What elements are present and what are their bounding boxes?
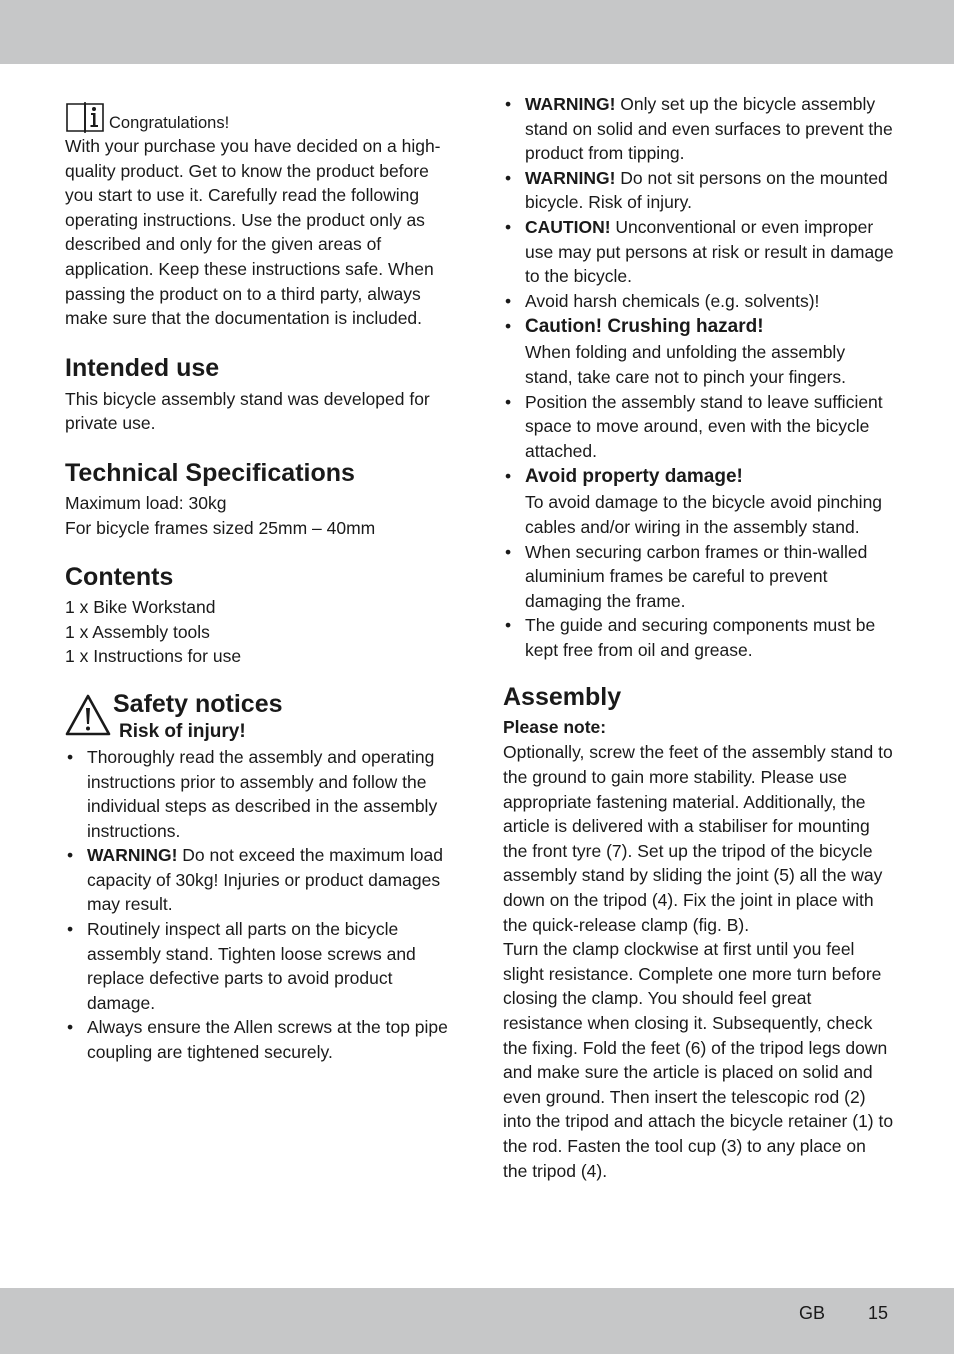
list-item: • Always ensure the Allen screws at the top pipe coupling are tightened securely. [65,1015,450,1064]
contents-line: 1 x Assembly tools [65,621,210,642]
contents-heading: Contents [65,563,174,592]
header-bar [0,0,954,64]
safety-list [65,745,450,1065]
tech-spec-line: Maximum load: 30kg [65,492,227,513]
list-item [503,463,895,490]
list-item: • CAUTION! Unconventional or even improper use may put persons at risk or result in damage to the bicycle. [503,215,895,289]
list-item: • Thoroughly read the assembly and operating instructions prior to assembly and follow the individual steps as described in the assembly instructions. [65,745,450,843]
property-damage-text: To avoid damage to the bicycle avoid pinching cables and/or wiring in the assembly stand. [525,492,883,537]
list-item [503,313,895,340]
page-number: 15 [868,1303,889,1323]
frame-care-list [503,540,895,663]
safety-heading: Safety notices [113,689,283,718]
list-item: • The guide and securing components must be kept free from oil and grease. [503,613,895,662]
list-item: • Routinely inspect all parts on the bicycle assembly stand. Tighten loose screws and replace defective parts to avoid product damage. [65,917,450,1015]
tech-spec-line: For bicycle frames sized 25mm – 40mm [65,517,376,538]
warnings-list [503,92,895,340]
list-item: • Position the assembly stand to leave sufficient space to move around, even with the bicycle attached. [503,390,895,464]
intro-title: Congratulations! [109,114,230,132]
right-column [503,92,895,1183]
book-info-icon [65,100,105,134]
crushing-hazard-text: When folding and unfolding the assembly stand, take care not to pinch your fingers. [525,342,847,387]
left-column [65,100,450,1065]
intended-use-heading: Intended use [65,353,220,382]
property-damage-title: Avoid property damage! [525,466,743,488]
footer-language: GB [799,1303,826,1323]
assembly-paragraph-1: Optionally, screw the feet of the assembly stand to the ground to gain more stability. Please use appropriate fastening material. Additionally, the article is delivered with a stabiliser for mounting the front tyre (7). Set up the tripod of the bicycle assembly stand by sliding the joint (5) all the way down on the tripod (4). Fix the joint in place with the quick-release clamp (fig. B). [503,742,893,935]
assembly-note: Please note: [503,717,607,738]
tech-spec-heading: Technical Specifications [65,458,355,487]
list-item: • WARNING! Do not exceed the maximum load capacity of 30kg! Injuries or product damages may result. [65,843,450,917]
safety-heading-row [65,689,450,745]
safety-subheading: Risk of injury! [119,720,246,742]
list-item: • When securing carbon frames or thin-walled aluminium frames be careful to prevent damaging the frame. [503,540,895,614]
position-list [503,390,895,491]
intro-text: With your purchase you have decided on a high-quality product. Get to know the product before you start to use it. Carefully read the following operating instructions. Use the product only as described and only for the given areas of application. Keep these instructions safe. When passing the product on to a third party, always make sure that the documentation is included. [65,136,441,329]
assembly-paragraph-2: Turn the clamp clockwise at first until you feel slight resistance. Complete one more turn before closing the clamp. You should feel great resistance when closing it. Subsequently, check the fixing. Fold the feet (6) of the tripod legs down and make sure the article is placed on solid and even ground. Then insert the telescopic rod (2) into the tripod and attach the bicycle retainer (1) to the rod. Fasten the tool cup (3) to any place on the tripod (4). [503,939,894,1181]
warning-triangle-icon [65,693,111,737]
intro-line [65,100,450,134]
intended-use-text: This bicycle assembly stand was developed for private use. [65,388,430,434]
contents-line: 1 x Instructions for use [65,646,242,667]
list-item: • WARNING! Only set up the bicycle assembly stand on solid and even surfaces to prevent the product from tipping. [503,92,895,166]
list-item: • Avoid harsh chemicals (e.g. solvents)! [503,289,895,314]
assembly-heading: Assembly [503,683,622,712]
crushing-hazard-title: Caution! Crushing hazard! [525,316,764,338]
contents-line: 1 x Bike Workstand [65,597,216,618]
list-item: • WARNING! Do not sit persons on the mounted bicycle. Risk of injury. [503,166,895,215]
